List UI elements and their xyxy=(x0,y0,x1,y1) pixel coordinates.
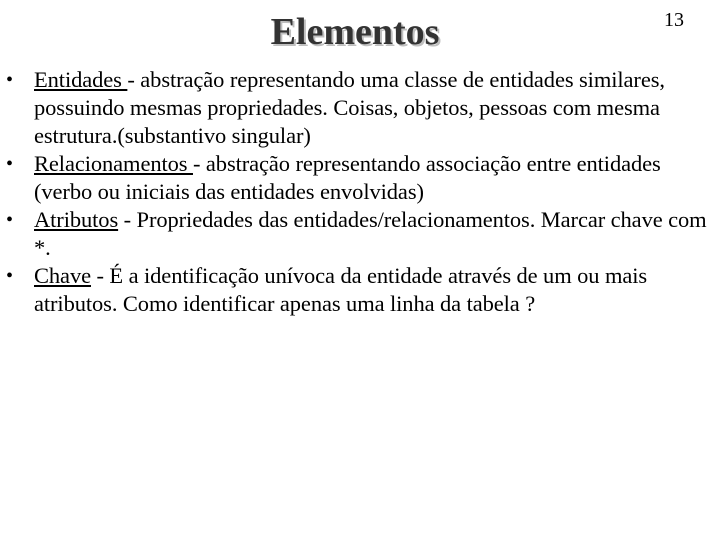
bullet-icon: • xyxy=(6,265,13,287)
description-atributos: - Propriedades das entidades/relacionamentos. Marcar chave com *. xyxy=(34,207,707,260)
term-entidades: Entidades xyxy=(34,67,128,92)
bullet-icon: • xyxy=(6,153,13,175)
bullet-icon: • xyxy=(6,209,13,231)
description-entidades: - abstração representando uma classe de entidades similares, possuindo mesmas propriedades. Coisas, objetos, pessoas com mesma estrutura.(substantivo singular) xyxy=(34,67,665,148)
bullet-item-atributos xyxy=(6,206,714,262)
slide-title: Elementos xyxy=(270,11,440,53)
page-number: 13 xyxy=(664,9,684,31)
bullet-item-entidades xyxy=(6,66,714,150)
term-relacionamentos: Relacionamentos xyxy=(34,151,193,176)
term-chave: Chave xyxy=(34,263,91,288)
bullet-item-relacionamentos xyxy=(6,150,714,206)
description-chave: - É a identificação unívoca da entidade através de um ou mais atributos. Como identificar apenas uma linha da tabela ? xyxy=(34,263,648,316)
description-relacionamentos: - abstração representando associação entre entidades (verbo ou iniciais das entidades envolvidas) xyxy=(34,151,661,204)
bullet-item-chave xyxy=(6,262,714,318)
bullet-list xyxy=(6,66,714,318)
term-atributos: Atributos xyxy=(34,207,119,232)
bullet-icon: • xyxy=(6,69,13,91)
